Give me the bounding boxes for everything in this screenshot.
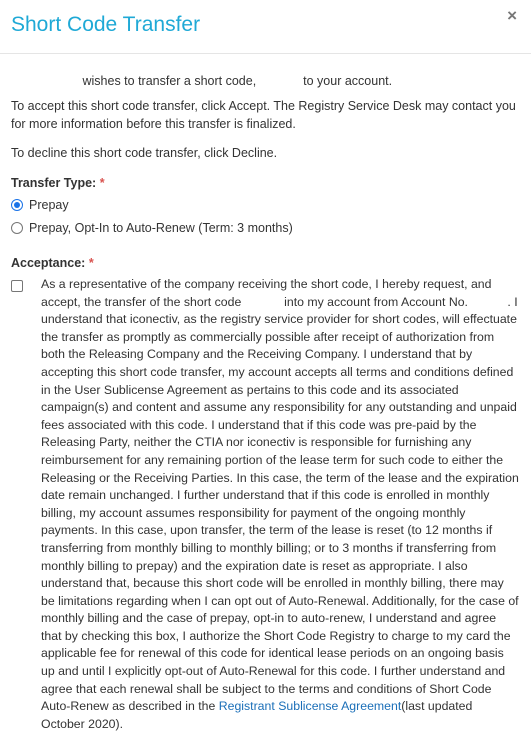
terms-part-1: As a representative of the company receiving the short code, I hereby request, and accept, the transfer of the short code (41, 277, 492, 309)
dialog-header (0, 0, 531, 54)
terms-part-2: into my account from Account No. (284, 294, 468, 309)
radio-label-auto-renew: Prepay, Opt-In to Auto-Renew (Term: 3 months) (29, 221, 293, 235)
intro-line (11, 72, 520, 90)
acceptance-label (11, 254, 520, 272)
terms-tail: (last updated October 2020). (41, 699, 473, 731)
radio-option-auto-renew[interactable] (11, 218, 520, 238)
acceptance-terms (41, 276, 519, 733)
terms-part-3: . I understand that iconectiv, as the registry service provider for short codes, will effectuate the transfer as promptly as commercially possible after receipt of authorization from both the Releasing Company and the Receiving Company. I understand that by accepting this short code transfer, my account accepts all terms and conditions defined in the User Sublicense Agreement as pertains to this code and its associated campaign(s) and content and assume any responsibility for any outstanding and unpaid fees associated with this code. I understand that if this code was pre-paid by the Releasing Party, neither the CTIA nor iconectiv is responsible for furnishing any reimbursement for any remaining portion of the lease term for such code to either the Releasing or the Receiving Parties. In this case, the term of the lease and the expiration date remain unchanged. I further understand that if this code is enrolled in monthly billing, my account assumes responsibility for payment of the ongoing monthly payments. In this case, upon transfer, the term of the lease is reset (to 12 months if transferring from monthly billing to monthly billing; or to 3 months if transferring from monthly billing to prepay) and the expiration date is reset as appropriate. I also understand that, because this short code will be enrolled in monthly billing, there may be limitations regarding when I can opt out of Auto-Renewal. Additionally, for the case of monthly billing and the case of prepay, opt-in to auto-renew, I understand and agree that by checking this box, I authorize the Short Code Registry to charge to my card the applicable fee for renewal of this code for identical lease periods on an ongoing basis up and until I explicitly opt-out of Auto-Renewal for this code. I further understand and agree that each renewal shall be subject to the terms and conditions of Short Code Auto-Renew as described in the (41, 294, 519, 714)
radio-option-prepay[interactable] (11, 195, 520, 215)
acceptance-row (11, 276, 520, 733)
radio-button-prepay[interactable] (11, 199, 23, 211)
intro-text: wishes to transfer a short code, (82, 74, 257, 88)
required-mark: * (88, 256, 94, 270)
acceptance-label-text: Acceptance: (11, 256, 86, 270)
decline-instructions: To decline this short code transfer, click Decline. (11, 146, 278, 160)
dialog-title: Short Code Transfer (11, 13, 201, 36)
acceptance-checkbox[interactable] (11, 280, 23, 292)
radio-label-prepay: Prepay (29, 198, 69, 212)
accept-instructions: To accept this short code transfer, click Accept. The Registry Service Desk may contact you for more information before this transfer is finalized. (11, 99, 516, 131)
required-mark: * (99, 176, 105, 190)
intro-tail: to your account. (303, 74, 393, 88)
dialog-body (0, 72, 531, 733)
transfer-type-label (11, 174, 520, 192)
transfer-type-label-text: Transfer Type: (11, 176, 97, 190)
registrant-sublicense-link[interactable]: Registrant Sublicense Agreement (218, 699, 402, 714)
close-icon[interactable]: × (507, 6, 517, 25)
radio-button-auto-renew[interactable] (11, 222, 23, 234)
